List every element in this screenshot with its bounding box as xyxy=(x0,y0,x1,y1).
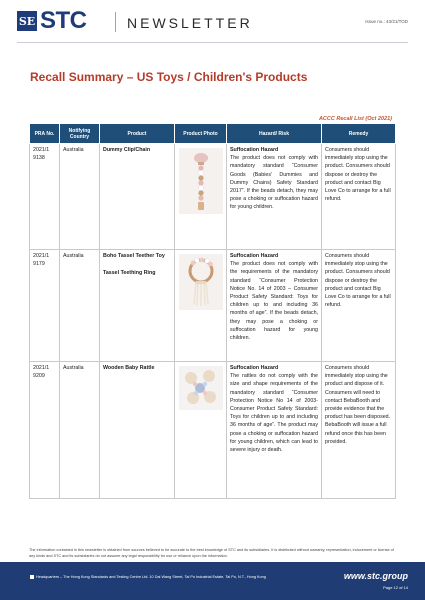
recall-list-tag: ACCC Recall List (Oct 2021) xyxy=(318,116,392,122)
wooden-rattle-photo xyxy=(179,366,223,410)
col-header-remedy: Remedy xyxy=(322,124,396,144)
remedy: Consumers should immediately stop using the product. Consumers should dispose or destroy the product and contact Big Love Co to arrange for a full refund. xyxy=(322,144,396,250)
col-header-pra: PRA No. xyxy=(30,124,60,144)
logo-mark-icon: SE xyxy=(17,11,37,31)
hazard-description: The product does not comply with the requirements of the mandatory standard “Consumer Protection Notice No. 14 of 2003 – Consumer Product Safety Standard: Toys for children up to and including 36 months of age”. If the beads detach, they may pose a choking or suffocation hazard for young children. xyxy=(230,261,318,342)
product-photo xyxy=(175,250,227,362)
product-photo xyxy=(175,362,227,499)
footer-band xyxy=(0,562,425,600)
hazard-cell xyxy=(227,362,322,499)
notifying-country: Australia xyxy=(60,144,100,250)
table-row xyxy=(30,362,396,499)
notifying-country: Australia xyxy=(60,250,100,362)
product-name xyxy=(100,144,175,250)
pra-number: 2021/1 9138 xyxy=(30,144,60,250)
col-header-country: Notifying Country xyxy=(60,124,100,144)
product-name xyxy=(100,250,175,362)
remedy: Consumers should immediately stop using the product. Consumers should dispose or destroy the product and contact Big Love Co to arrange for a full refund. xyxy=(322,250,396,362)
page-number: Page 12 of 14 xyxy=(383,585,408,590)
pra-number: 2021/1 9179 xyxy=(30,250,60,362)
page-header xyxy=(0,0,425,40)
hazard-cell xyxy=(227,250,322,362)
table-row xyxy=(30,144,396,250)
notifying-country: Australia xyxy=(60,362,100,499)
product-alt-name: Tassel Teething Ring xyxy=(103,270,156,277)
website-link[interactable]: www.stc.group xyxy=(343,571,408,581)
hazard-description: The product does not comply with mandatory standard “Consumer Goods (Babies' Dummies and Dummy Chains) Safety Standard 2017”. If the beads detach, they may pose a choking or suffocation hazard for young children. xyxy=(230,155,318,211)
product-name-text: Boho Tassel Teether Toy xyxy=(103,253,165,259)
hazard-title: Suffocation Hazard xyxy=(230,147,279,153)
remedy: Consumers should immediately stop using the product and dispose of it. Consumers will need to contact BebaBooth and provide evidence that the product has been disposed. BebaBooth will issue a full refund once this has been provided. xyxy=(322,362,396,499)
header-divider xyxy=(115,12,116,32)
table-row xyxy=(30,250,396,362)
product-name-text: Wooden Baby Rattle xyxy=(103,365,155,371)
col-header-hazard: Hazard/ Risk xyxy=(227,124,322,144)
table-header-row xyxy=(30,124,396,144)
header-rule xyxy=(17,42,408,43)
hazard-description: The rattles do not comply with the size and shape requirements of the mandatory standard “Consumer Protection Notice No 14 of 2003- Consumer Product Safety Standard: Toys for children up to and including 36 months of age”. The product may pose a choking or suffocation hazard for young children, which can lead to severe injury or death. xyxy=(230,373,318,454)
page-title: Recall Summary – US Toys / Children's Products xyxy=(30,70,308,84)
headquarters-address: Headquarters – The Hong Kong Standards and Testing Centre Ltd. 10 Dai Wang Street, Tai Po Industrial Estate, Tai Po, N.T., Hong Kong xyxy=(36,575,266,579)
logo-text: STC xyxy=(40,7,87,34)
issue-number: Issue no.: 43/21/TOD xyxy=(365,19,408,24)
col-header-photo: Product Photo xyxy=(175,124,227,144)
dummy-clip-photo xyxy=(179,148,223,214)
hazard-cell xyxy=(227,144,322,250)
disclaimer: The information contained in this newsletter is obtained from sources believed to be accurate to the best knowledge of STC and its subsidiaries. It is distributed without warranty, representation, inducement or license of any kinds and STC and its subsidiaries do not assume any legal responsibility for use or reliance upon the information. xyxy=(29,548,394,559)
tassel-teether-photo xyxy=(179,254,223,310)
recall-table xyxy=(29,123,396,499)
pra-number: 2021/1 9209 xyxy=(30,362,60,499)
stc-logo xyxy=(17,7,87,34)
hazard-title: Suffocation Hazard xyxy=(230,253,279,259)
product-photo xyxy=(175,144,227,250)
hazard-title: Suffocation Hazard xyxy=(230,365,279,371)
building-icon xyxy=(30,575,34,579)
product-name xyxy=(100,362,175,499)
col-header-product: Product xyxy=(100,124,175,144)
section-title: NEWSLETTER xyxy=(127,15,253,31)
product-name-text: Dummy Clip/Chain xyxy=(103,147,151,153)
